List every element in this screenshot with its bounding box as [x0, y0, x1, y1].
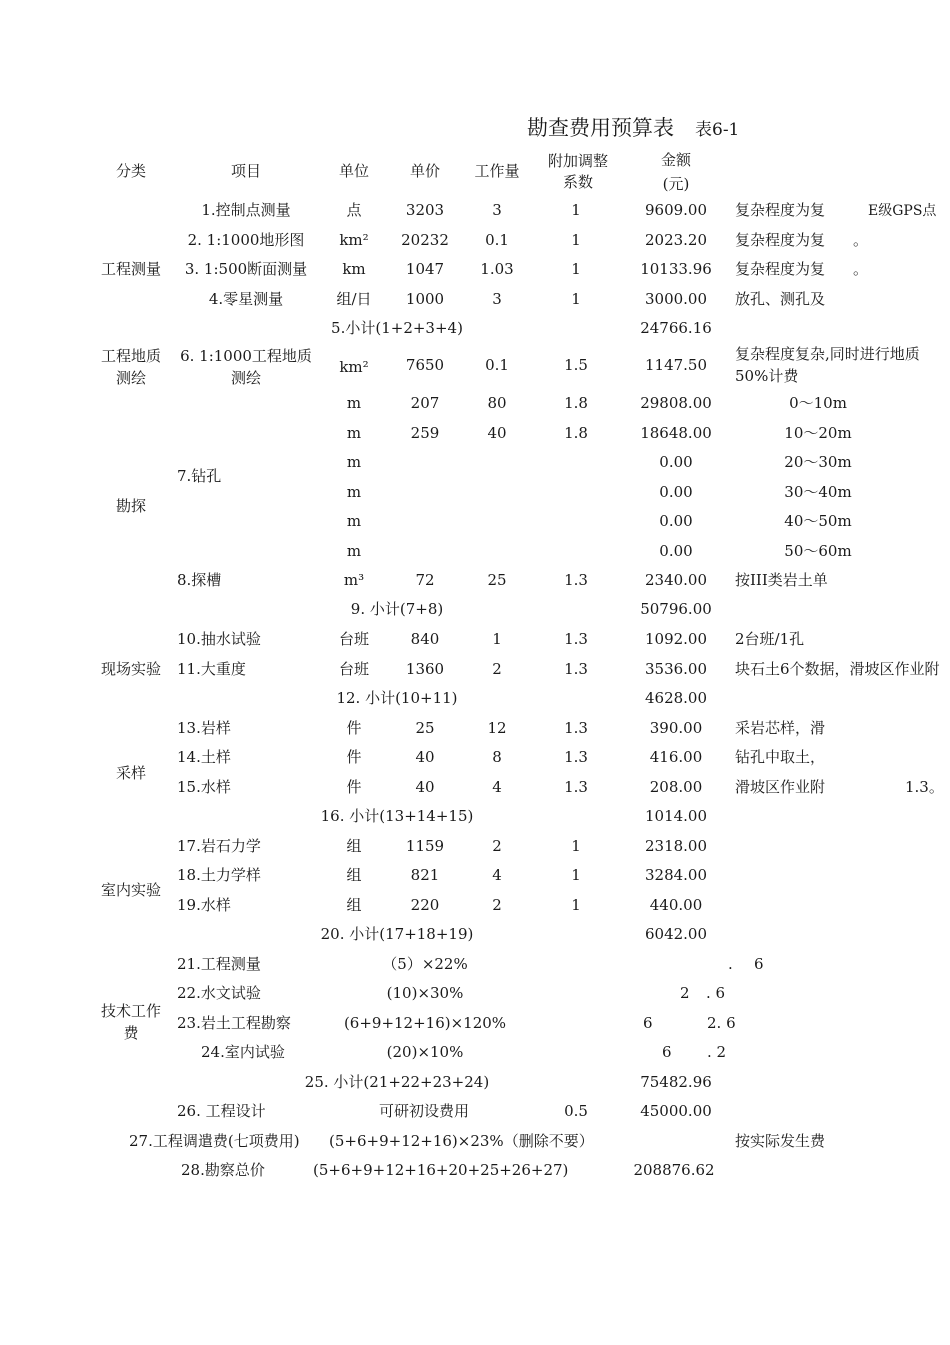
table-row-unit: 件: [346, 719, 362, 737]
drill-row-coef: 1.8: [564, 394, 588, 412]
table-row-item: 7.钻孔: [177, 467, 222, 485]
table-row-item: 15.水样: [177, 778, 231, 796]
table-row-note: 复杂程度复杂,同时进行地质: [735, 345, 920, 363]
header-category: 分类: [115, 162, 147, 180]
table-row-amount: 390.00: [649, 719, 703, 737]
table-row-price: 40: [415, 748, 435, 766]
table-row-amount-fragment: 2. 6: [707, 1014, 736, 1032]
table-row-item: 13.岩样: [177, 719, 231, 737]
table-row-coef: 1: [571, 201, 581, 219]
table-row-qty: 2: [492, 660, 502, 678]
table-row-formula: (5+6+9+12+16)×23%（删除不要）: [329, 1132, 594, 1150]
table-row-note: 复杂程度为复: [735, 260, 826, 278]
drill-row-amount: 18648.00: [640, 424, 712, 442]
header-unit-price: 单价: [409, 162, 441, 180]
table-row-unit: 件: [346, 748, 362, 766]
table-row-basis: 可研初设费用: [378, 1102, 470, 1120]
table-code: 表6-1: [695, 120, 740, 140]
table-row-coef: 0.5: [564, 1102, 588, 1120]
drill-row-unit: m: [346, 483, 362, 501]
category-tech-1: 技术工作: [100, 1002, 162, 1020]
table-row-unit: 组: [346, 866, 362, 884]
drill-row-depth: 0～10m: [789, 394, 847, 412]
table-row-note: 钻孔中取土，: [735, 748, 826, 766]
table-row-price: 1000: [405, 290, 445, 308]
table-row-item: 6. 1:1000工程地质: [180, 347, 312, 365]
table-row-price: 40: [415, 778, 435, 796]
header-item: 项目: [230, 162, 262, 180]
drill-row-amount: 0.00: [659, 453, 693, 471]
table-row-note: 采岩芯样，滑: [735, 719, 826, 737]
table-row-item: 19.水样: [177, 896, 231, 914]
category-sampling: 采样: [115, 764, 147, 782]
table-row-coef: 1: [571, 896, 581, 914]
table-row-qty: 2: [492, 837, 502, 855]
table-row-note: 放孔、测孔及: [735, 290, 826, 308]
table-row-item: 8.探槽: [177, 571, 222, 589]
table-row-item: 18.土力学样: [177, 866, 261, 884]
table-row-item: 26. 工程设计: [177, 1102, 266, 1120]
category-lab-test: 室内实验: [100, 881, 162, 899]
table-row-unit: m³: [343, 571, 365, 589]
table-row-price: 72: [415, 571, 435, 589]
drill-row-qty: 40: [487, 424, 507, 442]
table-row-amount-fragment: 6: [754, 955, 764, 973]
subtotal-amount: 6042.00: [644, 925, 708, 943]
total-amount: 208876.62: [633, 1161, 715, 1179]
table-row-item: 23.岩土工程勘察: [177, 1014, 291, 1032]
table-row-amount: 416.00: [649, 748, 703, 766]
table-row-price: 3203: [405, 201, 445, 219]
drill-row-unit: m: [346, 424, 362, 442]
table-row-price: 220: [410, 896, 440, 914]
table-row-unit: 台班: [338, 630, 370, 648]
table-row-qty: 2: [492, 896, 502, 914]
total-formula: (5+6+9+12+16+20+25+26+27): [313, 1161, 569, 1179]
table-row-qty: 12: [487, 719, 507, 737]
table-row-coef: 1: [571, 290, 581, 308]
table-row-qty: 3: [492, 290, 502, 308]
table-row-price: 1360: [405, 660, 445, 678]
drill-row-price: 259: [410, 424, 440, 442]
subtotal-label: 9. 小计(7+8): [350, 600, 444, 618]
table-row-coef: 1.5: [564, 356, 588, 374]
table-row-formula: (6+9+12+16)×120%: [343, 1014, 507, 1032]
table-row-note-extra: E级GPS点: [868, 203, 937, 219]
table-row-coef: 1: [571, 837, 581, 855]
table-row-item: 2. 1:1000地形图: [187, 231, 305, 249]
table-row-qty: 8: [492, 748, 502, 766]
table-row-note-cont: 50%计费: [735, 367, 799, 385]
header-amount-1: 金额: [660, 151, 692, 169]
table-row-amount: 1147.50: [644, 356, 708, 374]
table-row-amount: 2318.00: [644, 837, 708, 855]
table-row-qty: 0.1: [485, 231, 509, 249]
table-row-note: 复杂程度为复: [735, 201, 826, 219]
table-row-item: 1.控制点测量: [201, 201, 291, 219]
table-row-unit: 件: [346, 778, 362, 796]
table-row-item: 24.室内试验: [201, 1043, 285, 1061]
table-row-amount: 440.00: [649, 896, 703, 914]
table-row-note: 2台班/1孔: [735, 630, 805, 648]
header-amount-2: (元): [662, 175, 690, 193]
table-row-price: 20232: [401, 231, 449, 249]
table-row-qty: 4: [492, 866, 502, 884]
table-row-note: 滑坡区作业附: [735, 778, 826, 796]
drill-row-depth: 50～60m: [784, 542, 852, 560]
table-row-amount-fragment: . 6: [706, 984, 726, 1002]
category-field-test: 现场实验: [100, 660, 162, 678]
table-row-amount-fragment: 2: [680, 984, 690, 1002]
table-row-amount: 2023.20: [644, 231, 708, 249]
table-row-coef: 1.3: [564, 571, 588, 589]
drill-row-price: 207: [410, 394, 440, 412]
table-row-item: 17.岩石力学: [177, 837, 261, 855]
subtotal-label: 5.小计(1+2+3+4): [331, 319, 463, 337]
table-row-unit: 组: [346, 837, 362, 855]
page-title: 勘查费用预算表: [527, 116, 674, 140]
category-exploration: 勘探: [115, 497, 147, 515]
category-survey: 工程测量: [100, 260, 162, 278]
table-row-amount: 10133.96: [640, 260, 712, 278]
table-row-amount: 9609.00: [644, 201, 708, 219]
table-row-coef: 1.3: [564, 748, 588, 766]
drill-row-amount: 0.00: [659, 542, 693, 560]
table-row-amount-fragment: 6: [662, 1043, 672, 1061]
drill-row-depth: 10～20m: [784, 424, 852, 442]
subtotal-label: 16. 小计(13+14+15): [320, 807, 474, 825]
table-row-formula: (20)×10%: [386, 1043, 464, 1061]
table-row-qty: 0.1: [485, 356, 509, 374]
drill-row-coef: 1.8: [564, 424, 588, 442]
table-row-qty: 25: [487, 571, 507, 589]
drill-row-amount: 0.00: [659, 483, 693, 501]
table-row-price: 25: [415, 719, 435, 737]
table-row-amount-fragment: .: [728, 955, 733, 973]
table-row-amount: 2340.00: [644, 571, 708, 589]
table-row-amount: 3536.00: [644, 660, 708, 678]
table-row-unit: km²: [339, 358, 369, 376]
table-row-coef: 1.3: [564, 630, 588, 648]
table-row-price: 1047: [405, 260, 445, 278]
table-row-unit: km: [342, 260, 366, 278]
table-row-qty: 1.03: [480, 260, 514, 278]
table-row-item: 22.水文试验: [177, 984, 261, 1002]
table-row-item: 14.土样: [177, 748, 231, 766]
table-row-price: 840: [410, 630, 440, 648]
table-row-price: 7650: [405, 356, 445, 374]
drill-row-unit: m: [346, 394, 362, 412]
table-row-amount: 3284.00: [644, 866, 708, 884]
table-row-coef: 1.3: [564, 778, 588, 796]
table-row-coef: 1.3: [564, 719, 588, 737]
table-row-price: 821: [410, 866, 440, 884]
category-geo-mapping-1: 工程地质: [100, 347, 162, 365]
table-row-qty: 4: [492, 778, 502, 796]
table-row-note-extra: 。: [853, 260, 869, 278]
table-row-amount-fragment: 6: [643, 1014, 653, 1032]
table-row-coef: 1: [571, 866, 581, 884]
drill-row-unit: m: [346, 512, 362, 530]
table-row-coef: 1.3: [564, 660, 588, 678]
table-row-coef: 1: [571, 260, 581, 278]
category-geo-mapping-2: 测绘: [115, 369, 147, 387]
table-row-note: 复杂程度为复: [735, 231, 826, 249]
table-row-coef: 1: [571, 231, 581, 249]
table-row-note: 按III类岩土单: [735, 571, 828, 589]
table-row-qty: 1: [492, 630, 502, 648]
table-row-formula: (10)×30%: [386, 984, 464, 1002]
total-label: 28.勘察总价: [181, 1161, 265, 1179]
table-row-item: 3. 1:500断面测量: [184, 260, 308, 278]
category-tech-2: 费: [123, 1024, 139, 1042]
table-row-note-extra: 1.3。: [905, 778, 944, 796]
table-row-unit: 台班: [338, 660, 370, 678]
header-unit: 单位: [338, 162, 370, 180]
table-row-item: 4.零星测量: [208, 290, 284, 308]
header-adjust-2: 系数: [562, 173, 594, 191]
drill-row-unit: m: [346, 542, 362, 560]
subtotal-amount: 24766.16: [640, 319, 712, 337]
subtotal-label: 20. 小计(17+18+19): [320, 925, 474, 943]
table-row-note: 按实际发生费: [735, 1132, 826, 1150]
drill-row-depth: 40～50m: [784, 512, 852, 530]
table-row-amount: 208.00: [649, 778, 703, 796]
subtotal-amount: 4628.00: [644, 689, 708, 707]
table-row-item: 21.工程测量: [177, 955, 261, 973]
table-row-amount: 1092.00: [644, 630, 708, 648]
subtotal-label: 25. 小计(21+22+23+24): [304, 1073, 490, 1091]
subtotal-amount: 50796.00: [640, 600, 712, 618]
table-row-formula: （5）×22%: [382, 955, 468, 973]
table-row-qty: 3: [492, 201, 502, 219]
table-row-item: 10.抽水试验: [177, 630, 261, 648]
table-row-item-cont: 测绘: [230, 369, 262, 387]
drill-row-depth: 30～40m: [784, 483, 852, 501]
table-row-unit: 点: [346, 201, 362, 219]
table-row-amount: 45000.00: [640, 1102, 712, 1120]
table-row-note: 块石土6个数据，滑坡区作业附: [735, 660, 940, 678]
drill-row-unit: m: [346, 453, 362, 471]
table-row-amount-fragment: . 2: [707, 1043, 727, 1061]
table-row-price: 1159: [405, 837, 445, 855]
table-row-unit: 组: [346, 896, 362, 914]
table-row-unit: km²: [339, 231, 369, 249]
subtotal-amount: 1014.00: [644, 807, 708, 825]
drill-row-depth: 20～30m: [784, 453, 852, 471]
table-row-amount: 3000.00: [644, 290, 708, 308]
subtotal-amount: 75482.96: [640, 1073, 712, 1091]
drill-row-amount: 29808.00: [640, 394, 712, 412]
subtotal-label: 12. 小计(10+11): [336, 689, 458, 707]
table-row-item: 27.工程调遣费(七项费用): [129, 1132, 300, 1150]
drill-row-amount: 0.00: [659, 512, 693, 530]
drill-row-qty: 80: [487, 394, 507, 412]
table-row-unit: 组/日: [336, 290, 372, 308]
header-adjust-1: 附加调整: [547, 152, 609, 170]
header-workload: 工作量: [474, 162, 520, 180]
table-row-note-extra: 。: [853, 231, 869, 249]
table-row-item: 11.大重度: [177, 660, 246, 678]
